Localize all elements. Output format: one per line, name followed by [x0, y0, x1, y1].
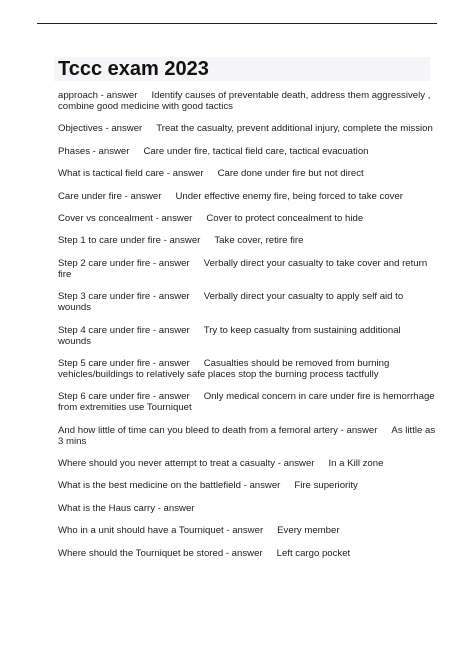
qa-item: [58, 191, 436, 202]
qa-question: Step 5 care under fire - answer: [58, 357, 190, 369]
qa-answer: Verbally direct your casualty to apply self aid to wounds: [58, 291, 404, 314]
qa-answer: Every member: [277, 525, 340, 537]
qa-item: [58, 525, 436, 536]
qa-item: [58, 291, 436, 313]
qa-item: [58, 258, 436, 280]
qa-item: [58, 391, 436, 413]
qa-answer: As little as 3 mins: [58, 424, 436, 447]
qa-question: And how little of time can you bleed to death from a femoral artery - answer: [58, 424, 378, 436]
qa-item: [58, 146, 436, 157]
qa-answer: Only medical concern in care under fire is hemorrhage from extremities use Tourniquet: [58, 391, 435, 414]
qa-answer: Try to keep casualty from sustaining additional wounds: [58, 324, 401, 347]
qa-answer: Take cover, retire fire: [214, 235, 304, 247]
qa-question: Cover vs concealment - answer: [58, 212, 193, 224]
qa-answer: Left cargo pocket: [276, 547, 351, 559]
qa-question: Where should you never attempt to treat a casualty - answer: [58, 458, 315, 470]
qa-question: approach - answer: [58, 90, 138, 101]
qa-question: What is the best medicine on the battlefield - answer: [58, 480, 281, 492]
qa-question: Where should the Tourniquet be stored - answer: [58, 547, 263, 559]
qa-item: [58, 325, 436, 347]
qa-question: Step 4 care under fire - answer: [58, 324, 190, 336]
qa-item: [58, 480, 436, 491]
qa-answer: Identify causes of preventable death, address them aggressively , combine good medicine with good tactics: [58, 90, 431, 112]
qa-item: [58, 235, 436, 246]
qa-answer: Cover to protect concealment to hide: [206, 212, 364, 224]
qa-question: Step 6 care under fire - answer: [58, 391, 190, 403]
qa-item: [58, 123, 436, 134]
qa-question: What is tactical field care - answer: [58, 168, 204, 180]
qa-answer: Fire superiority: [294, 480, 358, 492]
qa-answer: Under effective enemy fire, being forced to take cover: [175, 190, 403, 202]
qa-answer: Care done under fire but not direct: [217, 168, 364, 180]
qa-item: [58, 503, 436, 514]
qa-item: [58, 458, 436, 469]
qa-item: [58, 425, 436, 447]
qa-question: What is the Haus carry - answer: [58, 502, 195, 514]
qa-answer: Care under fire, tactical field care, tactical evacuation: [143, 145, 369, 157]
qa-answer: Casualties should be removed from burning vehicles/buildings to relatively safe places stop the burning process tactfully: [58, 357, 390, 380]
qa-item: [58, 358, 436, 380]
document-title: Tccc exam 2023: [58, 58, 209, 80]
qa-question: Phases - answer: [58, 145, 130, 157]
qa-item: [58, 168, 436, 179]
qa-answer: In a Kill zone: [328, 458, 384, 470]
qa-item: [58, 548, 436, 559]
qa-question: Objectives - answer: [58, 123, 143, 135]
qa-item: [58, 213, 436, 224]
qa-item: [58, 90, 436, 112]
qa-question: Care under fire - answer: [58, 190, 162, 202]
qa-list: [58, 90, 436, 570]
qa-answer: Treat the casualty, prevent additional injury, complete the mission: [156, 123, 433, 135]
qa-question: Step 2 care under fire - answer: [58, 257, 190, 269]
qa-answer: Verbally direct your casualty to take cover and return fire: [58, 257, 428, 280]
qa-question: Who in a unit should have a Tourniquet - answer: [58, 525, 264, 537]
top-rule: [37, 23, 437, 24]
qa-question: Step 1 to care under fire - answer: [58, 235, 201, 247]
qa-question: Step 3 care under fire - answer: [58, 291, 190, 303]
